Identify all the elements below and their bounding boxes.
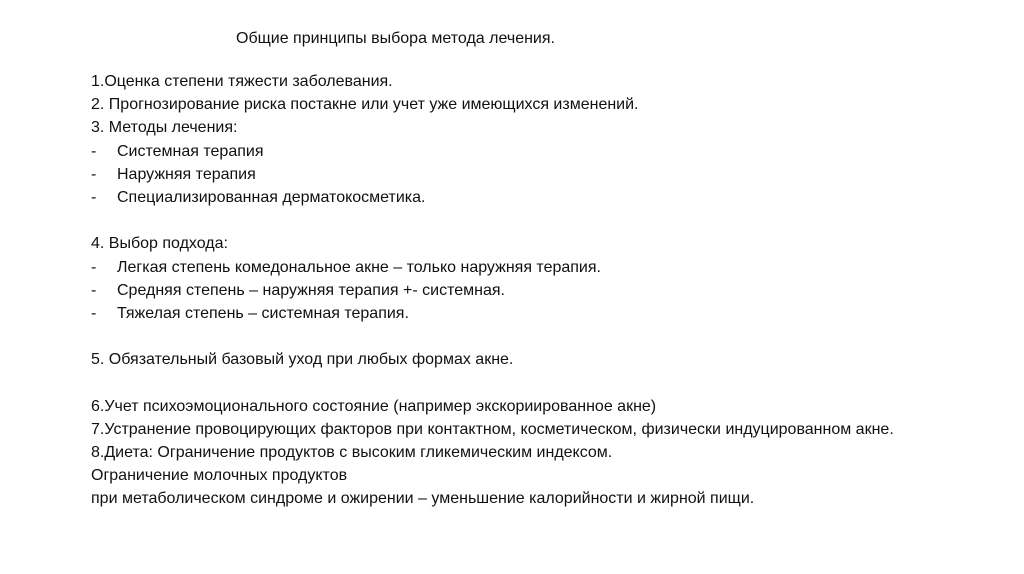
item-6: 6.Учет психоэмоционального состояние (например экскориированное акне) — [91, 397, 657, 415]
item-8: 8.Диета: Ограничение продуктов с высоким гликемическим индексом. — [91, 444, 613, 461]
item-3: 3. Методы лечения: — [91, 119, 238, 137]
bullet-item — [91, 186, 1011, 209]
bullet-marker: - — [91, 304, 97, 322]
slide-body — [91, 70, 1011, 511]
item-4: 4. Выбор подхода: — [91, 235, 228, 253]
bullet-text: Легкая степень комедональное акне – только наружняя терапия. — [117, 258, 601, 276]
bullet-text: Средняя степень – наружняя терапия +- системная. — [117, 281, 505, 299]
item-8-line-2: Ограничение молочных продуктов — [91, 467, 348, 485]
bullet-marker: - — [91, 188, 97, 206]
blank-line — [91, 325, 1011, 348]
bullet-item — [91, 279, 1011, 302]
bullet-text: Наружняя терапия — [117, 165, 256, 183]
item-8-line-3: при метаболическом синдроме и ожирении – уменьшение калорийности и жирной пищи. — [91, 490, 755, 508]
slide-title: Общие принципы выбора метода лечения. — [236, 30, 555, 47]
bullet-item — [91, 302, 1011, 325]
blank-line — [91, 371, 1011, 394]
bullet-marker: - — [91, 281, 97, 299]
bullet-text: Тяжелая степень – системная терапия. — [117, 304, 409, 322]
bullet-item — [91, 256, 1011, 279]
bullet-marker: - — [91, 258, 97, 276]
item-1: 1.Оценка степени тяжести заболевания. — [91, 73, 393, 90]
item-7: 7.Устранение провоцирующих факторов при контактном, косметическом, физически индуцированном акне. — [91, 420, 894, 438]
blank-line — [91, 209, 1011, 232]
bullet-marker: - — [91, 142, 97, 160]
bullet-text: Специализированная дерматокосметика. — [117, 188, 426, 206]
bullet-text: Системная терапия — [117, 142, 264, 160]
item-5: 5. Обязательный базовый уход при любых формах акне. — [91, 351, 514, 369]
bullet-marker: - — [91, 165, 97, 183]
bullet-item — [91, 140, 1011, 163]
item-2: 2. Прогнозирование риска постакне или учет уже имеющихся изменений. — [91, 96, 639, 114]
bullet-item — [91, 163, 1011, 186]
